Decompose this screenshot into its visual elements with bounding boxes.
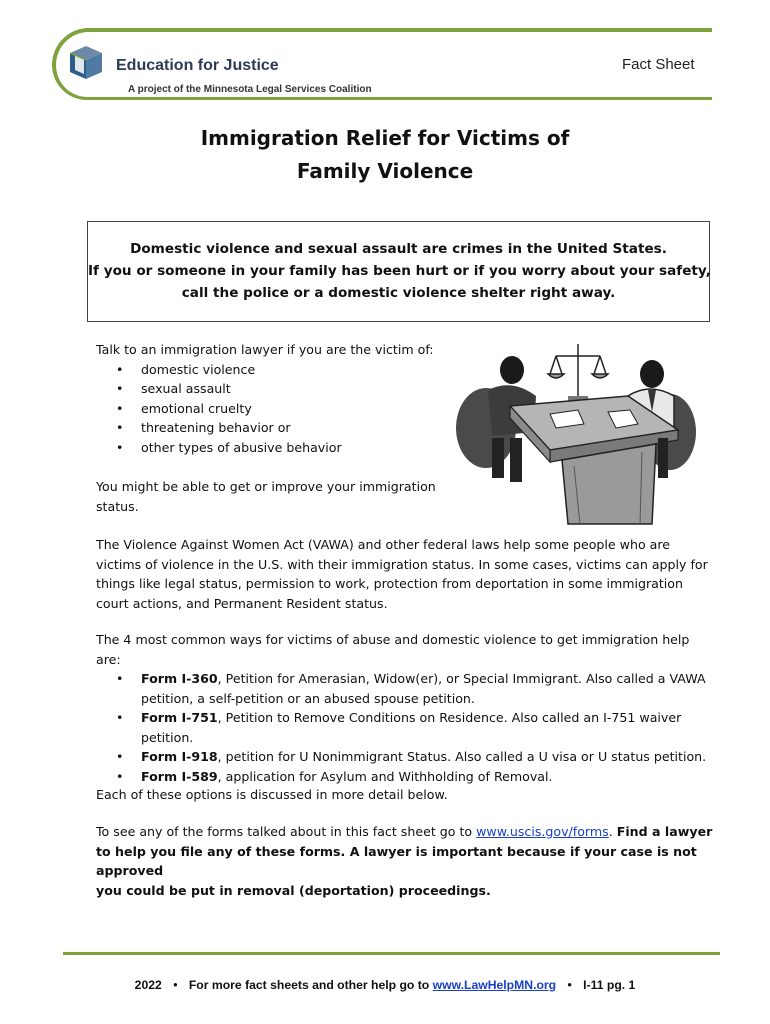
list-item: • domestic violence: [96, 360, 716, 380]
list-item: • Form I-751, Petition to Remove Conditions on Residence. Also called an I-751 waiver petition.: [116, 710, 682, 745]
list-item: • emotional cruelty: [96, 399, 716, 419]
org-tagline: A project of the Minnesota Legal Services Coalition: [124, 84, 376, 95]
page-footer: [0, 978, 770, 992]
form-name: Form I-751: [141, 710, 218, 725]
footer-year: 2022: [134, 978, 162, 992]
warning-line-2: If you or someone in your family has been hurt or if you worry about your safety,: [88, 263, 711, 279]
relief-options-section: [96, 630, 716, 786]
form-name: Form I-360: [141, 671, 218, 686]
list-item: • Form I-360, Petition for Amerasian, Widow(er), or Special Immigrant. Also called a VAWA petition, a self-petition or an abused spouse petition.: [116, 671, 706, 706]
footer-text: For more fact sheets and other help go to: [188, 978, 433, 992]
list-item: • sexual assault: [96, 379, 716, 399]
doc-type-label: Fact Sheet: [622, 56, 695, 73]
lawyer-meeting-illustration: [452, 340, 700, 528]
forms-note-paragraph: To see any of the forms talked about in this fact sheet go to www.uscis.gov/forms. Find a lawyer to help you file any of these forms. A lawyer is important because if your case is not approved you could be put in removal (deportation) proceedings.: [96, 824, 713, 898]
header-logo: [52, 28, 712, 104]
bullet: •: [116, 381, 124, 396]
warning-line-3: call the police or a domestic violence shelter right away.: [181, 285, 616, 301]
footer-separator: •: [173, 978, 178, 992]
page-title: [0, 122, 770, 188]
bullet: •: [116, 400, 124, 416]
intro-lead: Talk to an immigration lawyer if you are the victim of:: [96, 342, 434, 357]
org-name: Education for Justice: [116, 57, 279, 74]
relief-options-list: [96, 669, 716, 786]
status-paragraph: You might be able to get or improve your immigration status.: [96, 479, 436, 514]
bullet: •: [116, 671, 124, 686]
warning-line-1: Domestic violence and sexual assault are crimes in the United States.: [130, 241, 667, 257]
bullet: •: [116, 420, 124, 435]
relief-options-lead: The 4 most common ways for victims of abuse and domestic violence to get immigration help are:: [96, 632, 690, 667]
bullet: •: [116, 710, 124, 725]
vawa-paragraph: The Violence Against Women Act (VAWA) and other federal laws help some people who are victims of violence in the U.S. with their immigration status. In some cases, victims can apply for things like legal status, permission to work, protection from deportation in some immigration court actions, and Permanent Resident status.: [96, 537, 708, 611]
list-item: • threatening behavior or: [96, 418, 716, 438]
footer-page-number: I-11 pg. 1: [583, 978, 636, 992]
title-line-1: Immigration Relief for Victims of: [200, 126, 570, 150]
lawhelpmn-link[interactable]: www.LawHelpMN.org: [432, 978, 557, 992]
bullet: •: [116, 361, 124, 377]
bullet: •: [116, 439, 124, 455]
bullet: •: [116, 768, 124, 784]
list-item: • other types of abusive behavior: [96, 438, 716, 458]
book-cube-icon: [66, 42, 106, 82]
footer-divider: [63, 952, 720, 955]
list-item: • Form I-918, petition for U Nonimmigrant Status. Also called a U visa or U status petition.: [96, 747, 716, 767]
title-line-2: Family Violence: [296, 159, 474, 183]
footer-separator: •: [567, 978, 572, 992]
safety-warning-box: [87, 221, 710, 322]
detail-note: Each of these options is discussed in more detail below.: [96, 787, 448, 802]
uscis-forms-link[interactable]: www.uscis.gov/forms: [476, 824, 609, 839]
form-name: Form I-918: [141, 749, 218, 764]
form-name: Form I-589: [141, 768, 218, 784]
list-item: • Form I-589, application for Asylum and Withholding of Removal.: [96, 767, 716, 787]
bullet: •: [116, 749, 124, 764]
